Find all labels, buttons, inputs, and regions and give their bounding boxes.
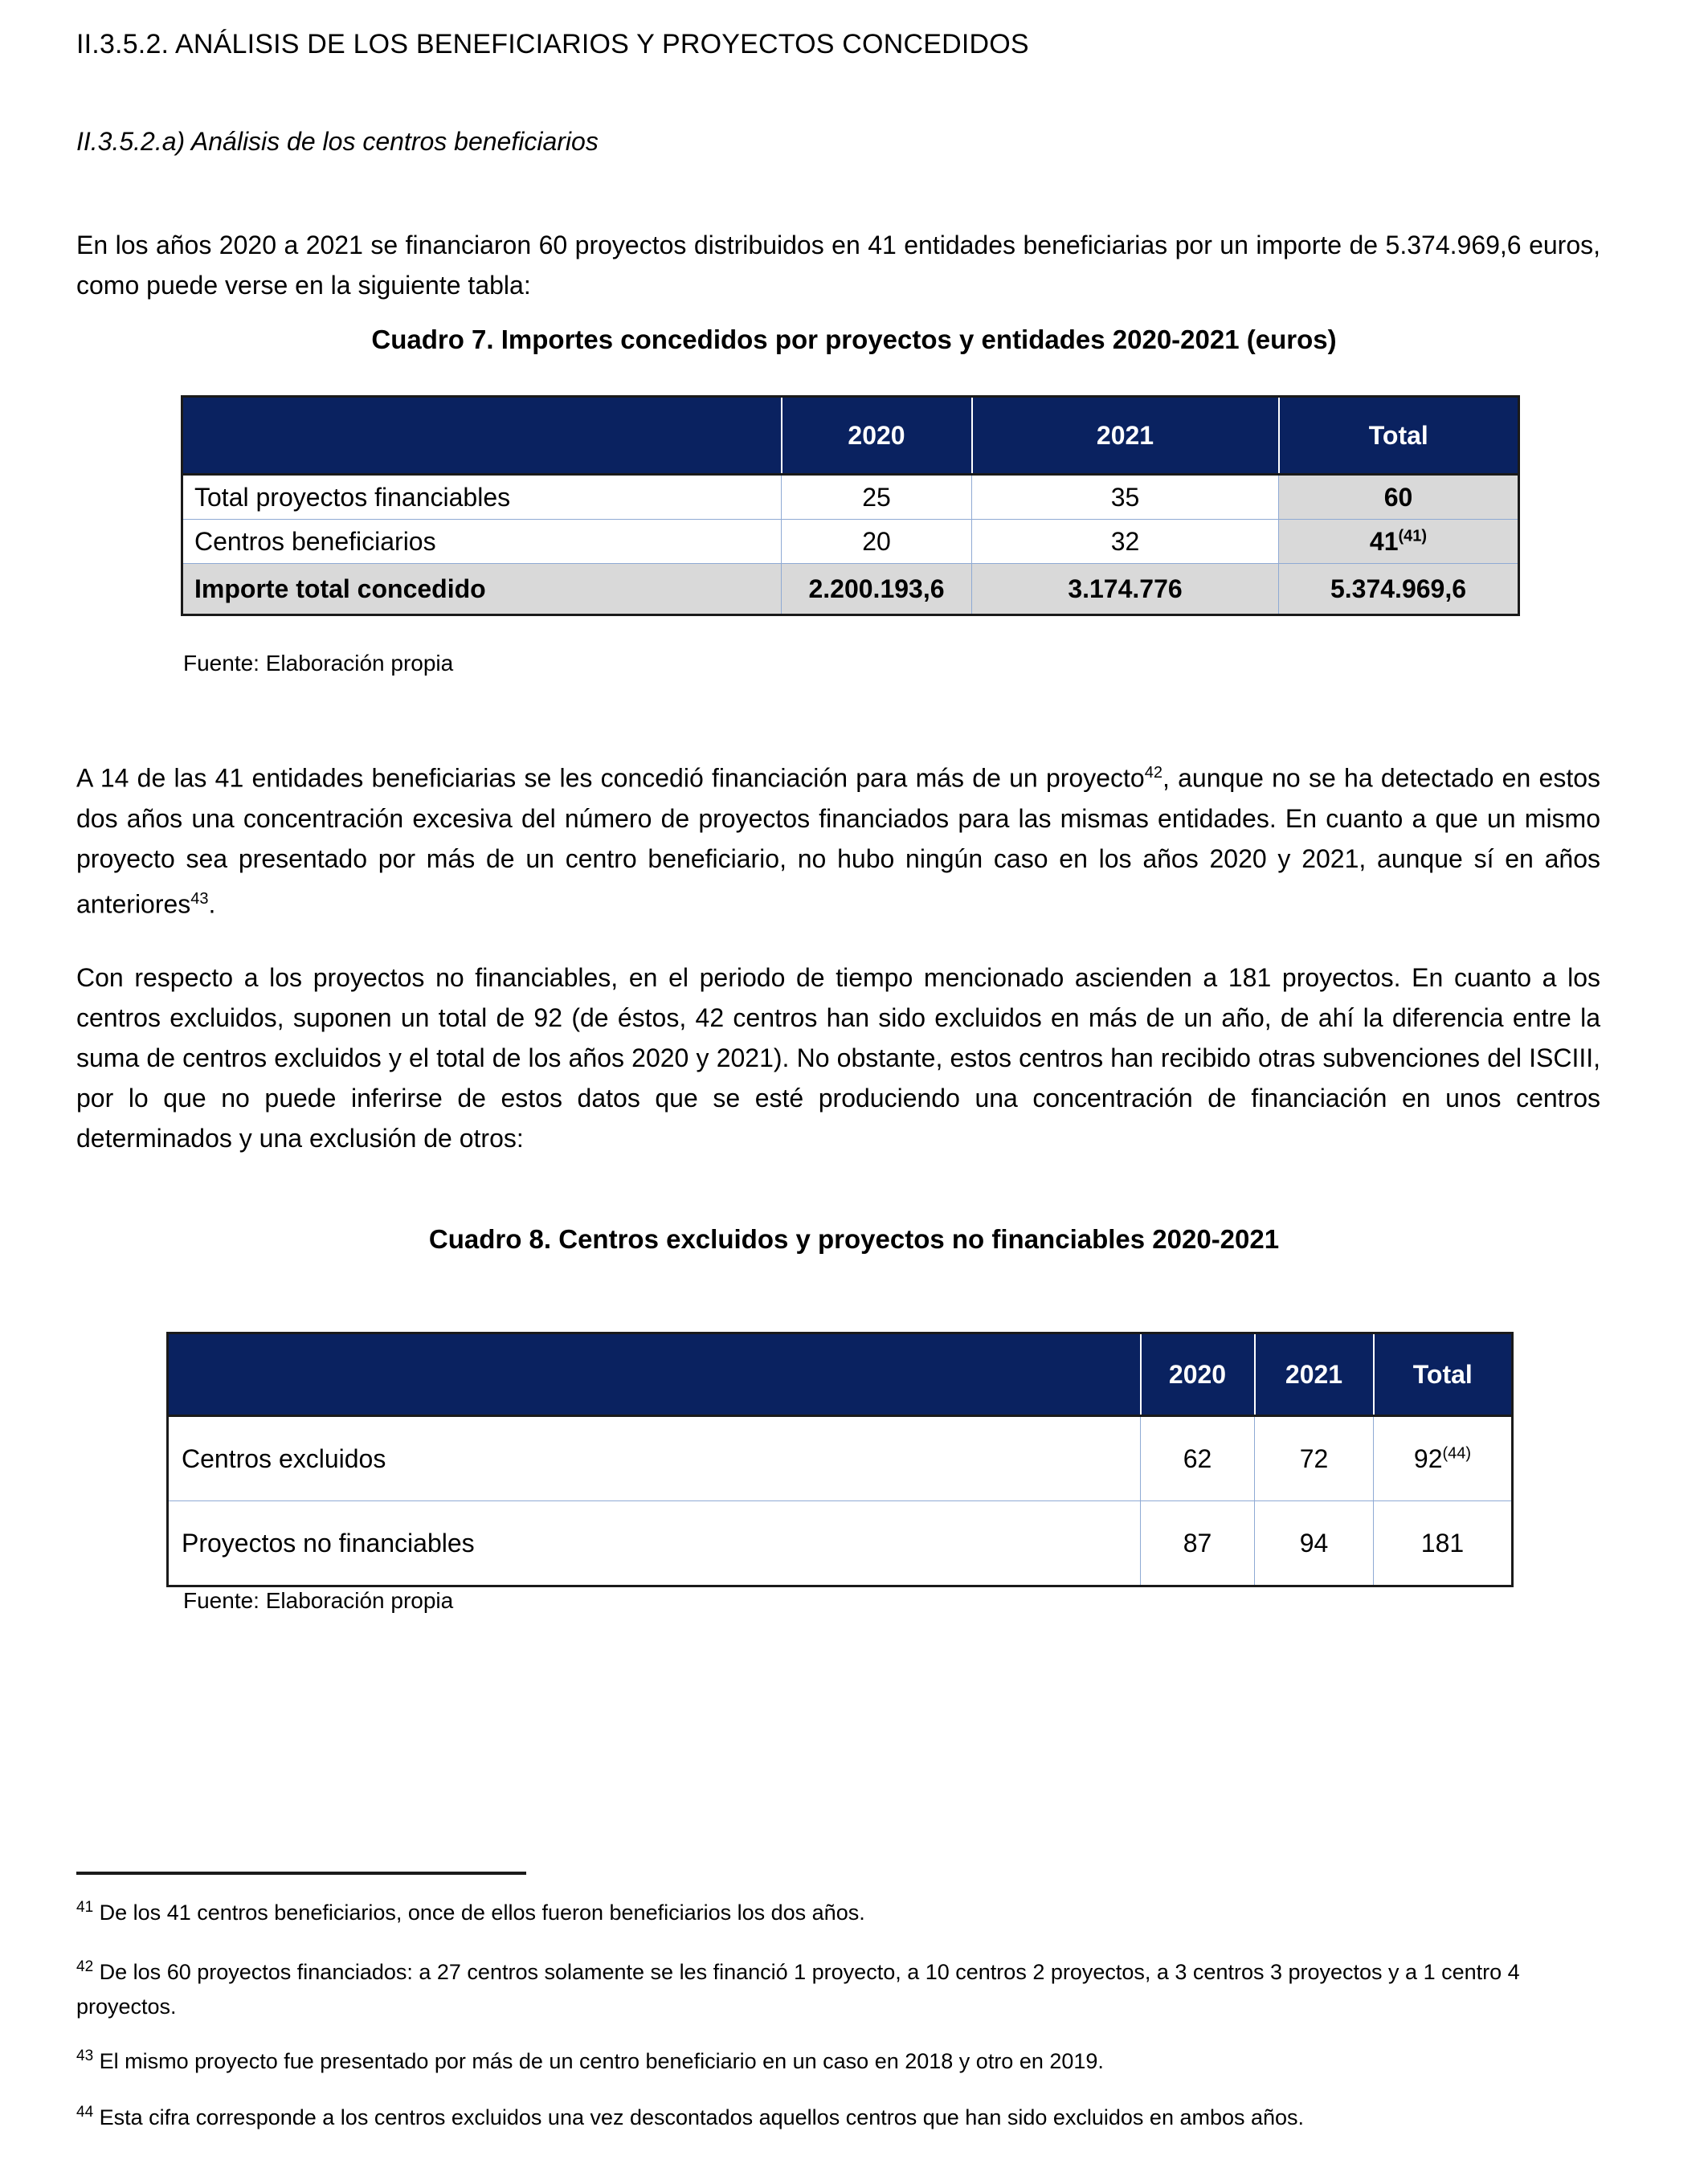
table7-header-2021: 2021 — [972, 397, 1279, 475]
table7-header-row — [182, 397, 1519, 475]
table-row — [168, 1501, 1513, 1586]
footnote-43-text: El mismo proyecto fue presentado por más de un centro beneficiario en un caso en 2018 y otro en 2019. — [99, 2049, 1104, 2073]
table8-header-2021: 2021 — [1255, 1333, 1374, 1416]
intro-paragraph: En los años 2020 a 2021 se financiaron 60 proyectos distribuidos en 41 entidades beneficiarias por un importe de 5.374.969,6 euros, como puede verse en la siguiente tabla: — [76, 231, 1600, 300]
table8-header-blank — [168, 1333, 1141, 1416]
paragraph-after-table7 — [76, 753, 1600, 924]
paragraph-before-table8: Con respecto a los proyectos no financiables, en el periodo de tiempo mencionado ascienden a 181 proyectos. En cuanto a los centros excluidos, suponen un total de 92 (de éstos, 42 centros han sido excluidos en más de un año, de ahí la diferencia entre la suma de centros excluidos y el total de los años 2020 y 2021). No obstante, estos centros han recibido otras subvenciones del ISCIII, por lo que no puede inferirse de estos datos que se esté produciendo una concentración de financiación en unos centros determinados y una exclusión de otros: — [76, 963, 1600, 1153]
table7-row2-total-value: 5.374.969,6 — [1330, 574, 1467, 603]
footnote-ref-44: (44) — [1442, 1443, 1472, 1462]
footnote-42-text: De los 60 proyectos financiados: a 27 centros solamente se les financió 1 proyecto, a 10 centros 2 proyectos, a 3 centros 3 proyectos y a 1 centro 4 proyectos. — [76, 1960, 1520, 2019]
footnote-42-marker: 42 — [76, 1958, 94, 1975]
table8-row0-2021: 72 — [1255, 1416, 1374, 1501]
table7-row1-2021: 32 — [972, 520, 1279, 564]
footnote-ref-43: 43 — [190, 889, 209, 908]
footnote-ref-41: (41) — [1398, 526, 1428, 545]
table7-header-total: Total — [1279, 397, 1519, 475]
table7-source: Fuente: Elaboración propia — [183, 651, 454, 676]
table7-row2-2021: 3.174.776 — [972, 564, 1279, 615]
para-two-text-c: . — [208, 889, 216, 919]
table7-row0-total-value: 60 — [1383, 482, 1413, 512]
table8-row0-total — [1374, 1416, 1513, 1501]
table8-header-total: Total — [1374, 1333, 1513, 1416]
footnote-42 — [76, 1950, 1603, 2024]
footnote-41-text: De los 41 centros beneficiarios, once de ellos fueron beneficiarios los dos años. — [99, 1901, 865, 1925]
table7-row1-total — [1279, 520, 1519, 564]
table7-row1-total-value: 41 — [1369, 526, 1399, 556]
para-two-text-a: A 14 de las 41 entidades beneficiarias se les concedió financiación para más de un proyecto — [76, 763, 1145, 793]
section-heading: II.3.5.2. ANÁLISIS DE LOS BENEFICIARIOS Y PROYECTOS CONCEDIDOS — [76, 29, 1029, 59]
table7-row2-total — [1279, 564, 1519, 615]
table7-row0-2020: 25 — [782, 475, 972, 520]
table7-row0-2021: 35 — [972, 475, 1279, 520]
footnote-separator-rule — [76, 1872, 526, 1875]
table7-row2-label: Importe total concedido — [182, 564, 782, 615]
footnote-44-text: Esta cifra corresponde a los centros excluidos una vez descontados aquellos centros que han sido excluidos en ambos años. — [99, 2105, 1305, 2129]
table8-row0-label: Centros excluidos — [168, 1416, 1141, 1501]
table8-row1-label: Proyectos no financiables — [168, 1501, 1141, 1586]
table-cuadro-8 — [166, 1332, 1514, 1587]
table7-header-2020: 2020 — [782, 397, 972, 475]
footnote-ref-42: 42 — [1144, 764, 1163, 782]
table8-row1-2020: 87 — [1141, 1501, 1255, 1586]
table-row — [182, 520, 1519, 564]
table-row — [182, 475, 1519, 520]
footnote-43-marker: 43 — [76, 2048, 94, 2064]
footnote-44 — [76, 2095, 1603, 2135]
table8-row0-total-value: 92 — [1413, 1443, 1443, 1473]
section-subheading: II.3.5.2.a) Análisis de los centros beneficiarios — [76, 127, 599, 156]
table8-row1-2021: 94 — [1255, 1501, 1374, 1586]
table8-row1-total-value: 181 — [1420, 1528, 1465, 1558]
footnote-43 — [76, 2039, 1603, 2079]
table7-row1-label: Centros beneficiarios — [182, 520, 782, 564]
table8-row1-total — [1374, 1501, 1513, 1586]
footnote-41 — [76, 1890, 1603, 1930]
table8-title: Cuadro 8. Centros excluidos y proyectos no financiables 2020-2021 — [428, 1224, 1280, 1254]
table7-row1-2020: 20 — [782, 520, 972, 564]
footnote-41-marker: 41 — [76, 1899, 94, 1916]
table8-row0-2020: 62 — [1141, 1416, 1255, 1501]
table7-row0-label: Total proyectos financiables — [182, 475, 782, 520]
table-row — [182, 564, 1519, 615]
table7-header-blank — [182, 397, 782, 475]
table7-row2-2020: 2.200.193,6 — [782, 564, 972, 615]
table8-header-row — [168, 1333, 1513, 1416]
table7-row0-total — [1279, 475, 1519, 520]
table8-header-2020: 2020 — [1141, 1333, 1255, 1416]
para-two-text-b: , aunque no se ha detectado en estos dos años una concentración excesiva del número de proyectos financiados para las mismas entidades. En cuanto a que un mismo proyecto sea presentado por más de un centro beneficiario, no hubo ningún caso en los años 2020 y 2021, aunque sí en años anteriores — [76, 763, 1601, 919]
table8-source: Fuente: Elaboración propia — [183, 1588, 454, 1613]
footnote-44-marker: 44 — [76, 2104, 94, 2121]
table7-title: Cuadro 7. Importes concedidos por proyectos y entidades 2020-2021 (euros) — [371, 325, 1337, 354]
table-cuadro-7 — [181, 395, 1520, 616]
table-row — [168, 1416, 1513, 1501]
